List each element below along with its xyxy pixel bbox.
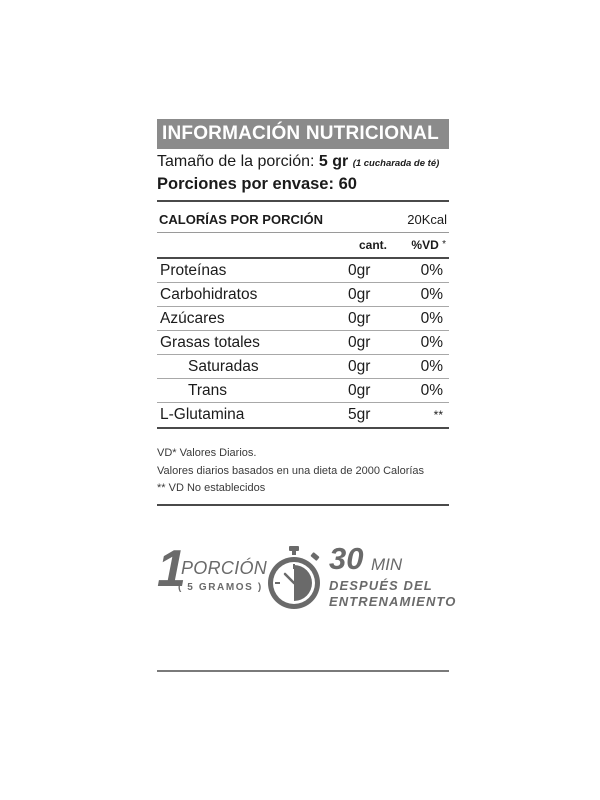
after-text-line2: ENTRENAMIENTO: [329, 594, 457, 609]
nutrient-name: Trans: [188, 382, 228, 399]
calories-row: [157, 208, 449, 232]
nutrient-vd: 0%: [420, 310, 443, 327]
nutrient-amount: 0gr: [348, 382, 371, 399]
calories-value: 20Kcal: [407, 212, 447, 227]
time-unit: MIN: [371, 555, 403, 574]
nutrition-facts-panel: [157, 119, 449, 506]
divider: [157, 427, 449, 429]
stopwatch-icon: [263, 545, 325, 611]
usage-instructions: [157, 540, 457, 615]
bottom-divider: [157, 670, 449, 672]
calories-label: CALORÍAS POR PORCIÓN: [159, 212, 323, 227]
nutrient-vd: 0%: [420, 334, 443, 351]
nutrition-title: INFORMACIÓN NUTRICIONAL: [157, 119, 449, 149]
table-row: [157, 307, 449, 331]
nutrient-amount: 5gr: [348, 406, 371, 423]
after-text-line1: DESPUÉS DEL: [329, 578, 433, 593]
servings-per-container: Porciones por envase: 60: [157, 175, 357, 193]
nutrient-amount: 0gr: [348, 310, 371, 327]
nutrient-amount: 0gr: [348, 358, 371, 375]
serving-value: 5 gr: [318, 153, 349, 170]
serving-size: [157, 152, 449, 174]
divider: [157, 504, 449, 506]
nutrient-name: Saturadas: [188, 358, 259, 375]
table-row: [157, 379, 449, 403]
stopwatch-tick: [293, 564, 295, 569]
serving-prefix: Tamaño de la porción:: [157, 153, 315, 170]
footnote: ** VD No establecidos: [157, 482, 266, 494]
table-row: [157, 331, 449, 355]
nutrient-vd: **: [433, 408, 443, 422]
nutrient-vd: 0%: [420, 358, 443, 375]
nutrient-amount: 0gr: [348, 262, 371, 279]
footnotes: [157, 445, 449, 498]
column-vd-mark: *: [442, 239, 446, 250]
table-row: [157, 283, 449, 307]
stopwatch-side-button: [310, 552, 319, 561]
portion-grams: ( 5 GRAMOS ): [178, 582, 263, 593]
stopwatch-stem: [292, 550, 296, 555]
nutrient-amount: 0gr: [348, 286, 371, 303]
column-amount: cant.: [359, 238, 388, 252]
nutrient-vd: 0%: [420, 262, 443, 279]
stopwatch-tick: [275, 582, 280, 584]
nutrient-name: Proteínas: [160, 262, 227, 279]
nutrient-amount: 0gr: [348, 334, 371, 351]
nutrient-name: L-Glutamina: [160, 406, 245, 423]
footnote: Valores diarios basados en una dieta de 2000 Calorías: [157, 464, 425, 477]
nutrient-name: Carbohidratos: [160, 286, 258, 303]
nutrient-name: Azúcares: [160, 310, 225, 327]
portion-number: 1: [157, 540, 186, 598]
table-header: [157, 233, 449, 257]
serving-note: (1 cucharada de té): [352, 158, 440, 169]
nutrient-vd: 0%: [420, 286, 443, 303]
divider: [157, 200, 449, 202]
table-row: [157, 403, 449, 427]
portion-word: PORCIÓN: [181, 558, 268, 578]
table-row: [157, 259, 449, 283]
footnote: VD* Valores Diarios.: [157, 447, 257, 459]
nutrient-vd: 0%: [420, 382, 443, 399]
nutrient-name: Grasas totales: [160, 334, 260, 351]
column-vd-label: %VD: [411, 238, 439, 252]
column-vd: [411, 233, 446, 257]
table-row: [157, 355, 449, 379]
time-number: 30: [329, 541, 364, 576]
